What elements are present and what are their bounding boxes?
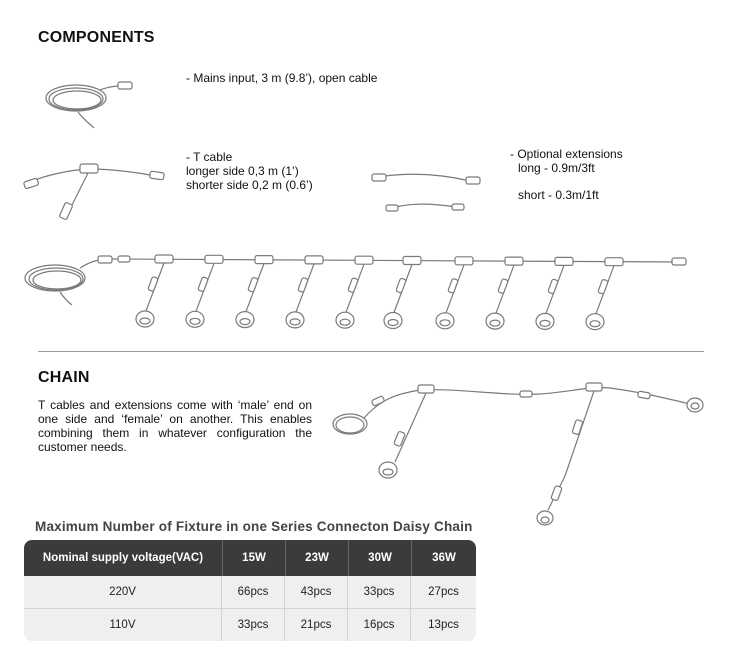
chain-description: T cables and extensions come with ‘male’ end on one side and ‘female’ on another. This enables combining them in whatever configuration the customer needs.: [38, 398, 312, 454]
t-cable-long-side: longer side 0,3 m (1’): [186, 164, 299, 178]
header-23w: 23W: [285, 540, 348, 576]
extensions-title: - Optional extensions: [510, 147, 623, 161]
header-voltage: Nominal supply voltage(VAC): [24, 540, 222, 576]
table-row: [24, 576, 476, 609]
cell-30w: 33pcs: [348, 576, 411, 609]
table-header-row: [24, 540, 476, 576]
pendant-socket: [486, 257, 523, 329]
cell-voltage: 220V: [24, 576, 222, 609]
fixture-count-table: [24, 540, 476, 641]
cell-23w: 43pcs: [285, 576, 348, 609]
pendant-socket: [236, 256, 273, 328]
chain-illustration: [333, 383, 703, 525]
table-row: [24, 609, 476, 641]
pendant-socket: [286, 256, 323, 328]
cell-15w: 66pcs: [222, 576, 285, 609]
t-cable-short-side: shorter side 0,2 m (0.6’): [186, 178, 313, 192]
components-heading: COMPONENTS: [38, 29, 155, 46]
mains-input-label: - Mains input, 3 m (9.8’), open cable: [186, 71, 378, 85]
header-30w: 30W: [348, 540, 411, 576]
cell-36w: 27pcs: [411, 576, 476, 609]
pendant-socket: [186, 255, 223, 327]
light-string-illustration: [25, 255, 686, 330]
t-cable-title: - T cable: [186, 150, 233, 164]
chain-heading: CHAIN: [38, 369, 90, 386]
pendant-socket: [586, 258, 623, 330]
pendant-socket: [436, 257, 473, 329]
extension-long-label: long - 0.9m/3ft: [518, 161, 595, 175]
cell-23w: 21pcs: [285, 609, 348, 641]
pendant-socket: [336, 256, 373, 328]
header-36w: 36W: [411, 540, 476, 576]
t-cable-illustration: [23, 164, 164, 220]
cell-voltage: 110V: [24, 609, 222, 641]
pendant-socket: [384, 257, 421, 329]
short-extension-illustration: [386, 204, 464, 211]
pendant-socket: [136, 255, 173, 327]
cell-30w: 16pcs: [348, 609, 411, 641]
table-caption: Maximum Number of Fixture in one Series Connecton Daisy Chain: [35, 519, 473, 534]
cell-15w: 33pcs: [222, 609, 285, 641]
extension-short-label: short - 0.3m/1ft: [518, 188, 599, 202]
pendant-socket: [536, 257, 573, 329]
long-extension-illustration: [372, 174, 480, 184]
mains-input-cable-illustration: [46, 82, 132, 128]
cell-36w: 13pcs: [411, 609, 476, 641]
header-15w: 15W: [222, 540, 285, 576]
